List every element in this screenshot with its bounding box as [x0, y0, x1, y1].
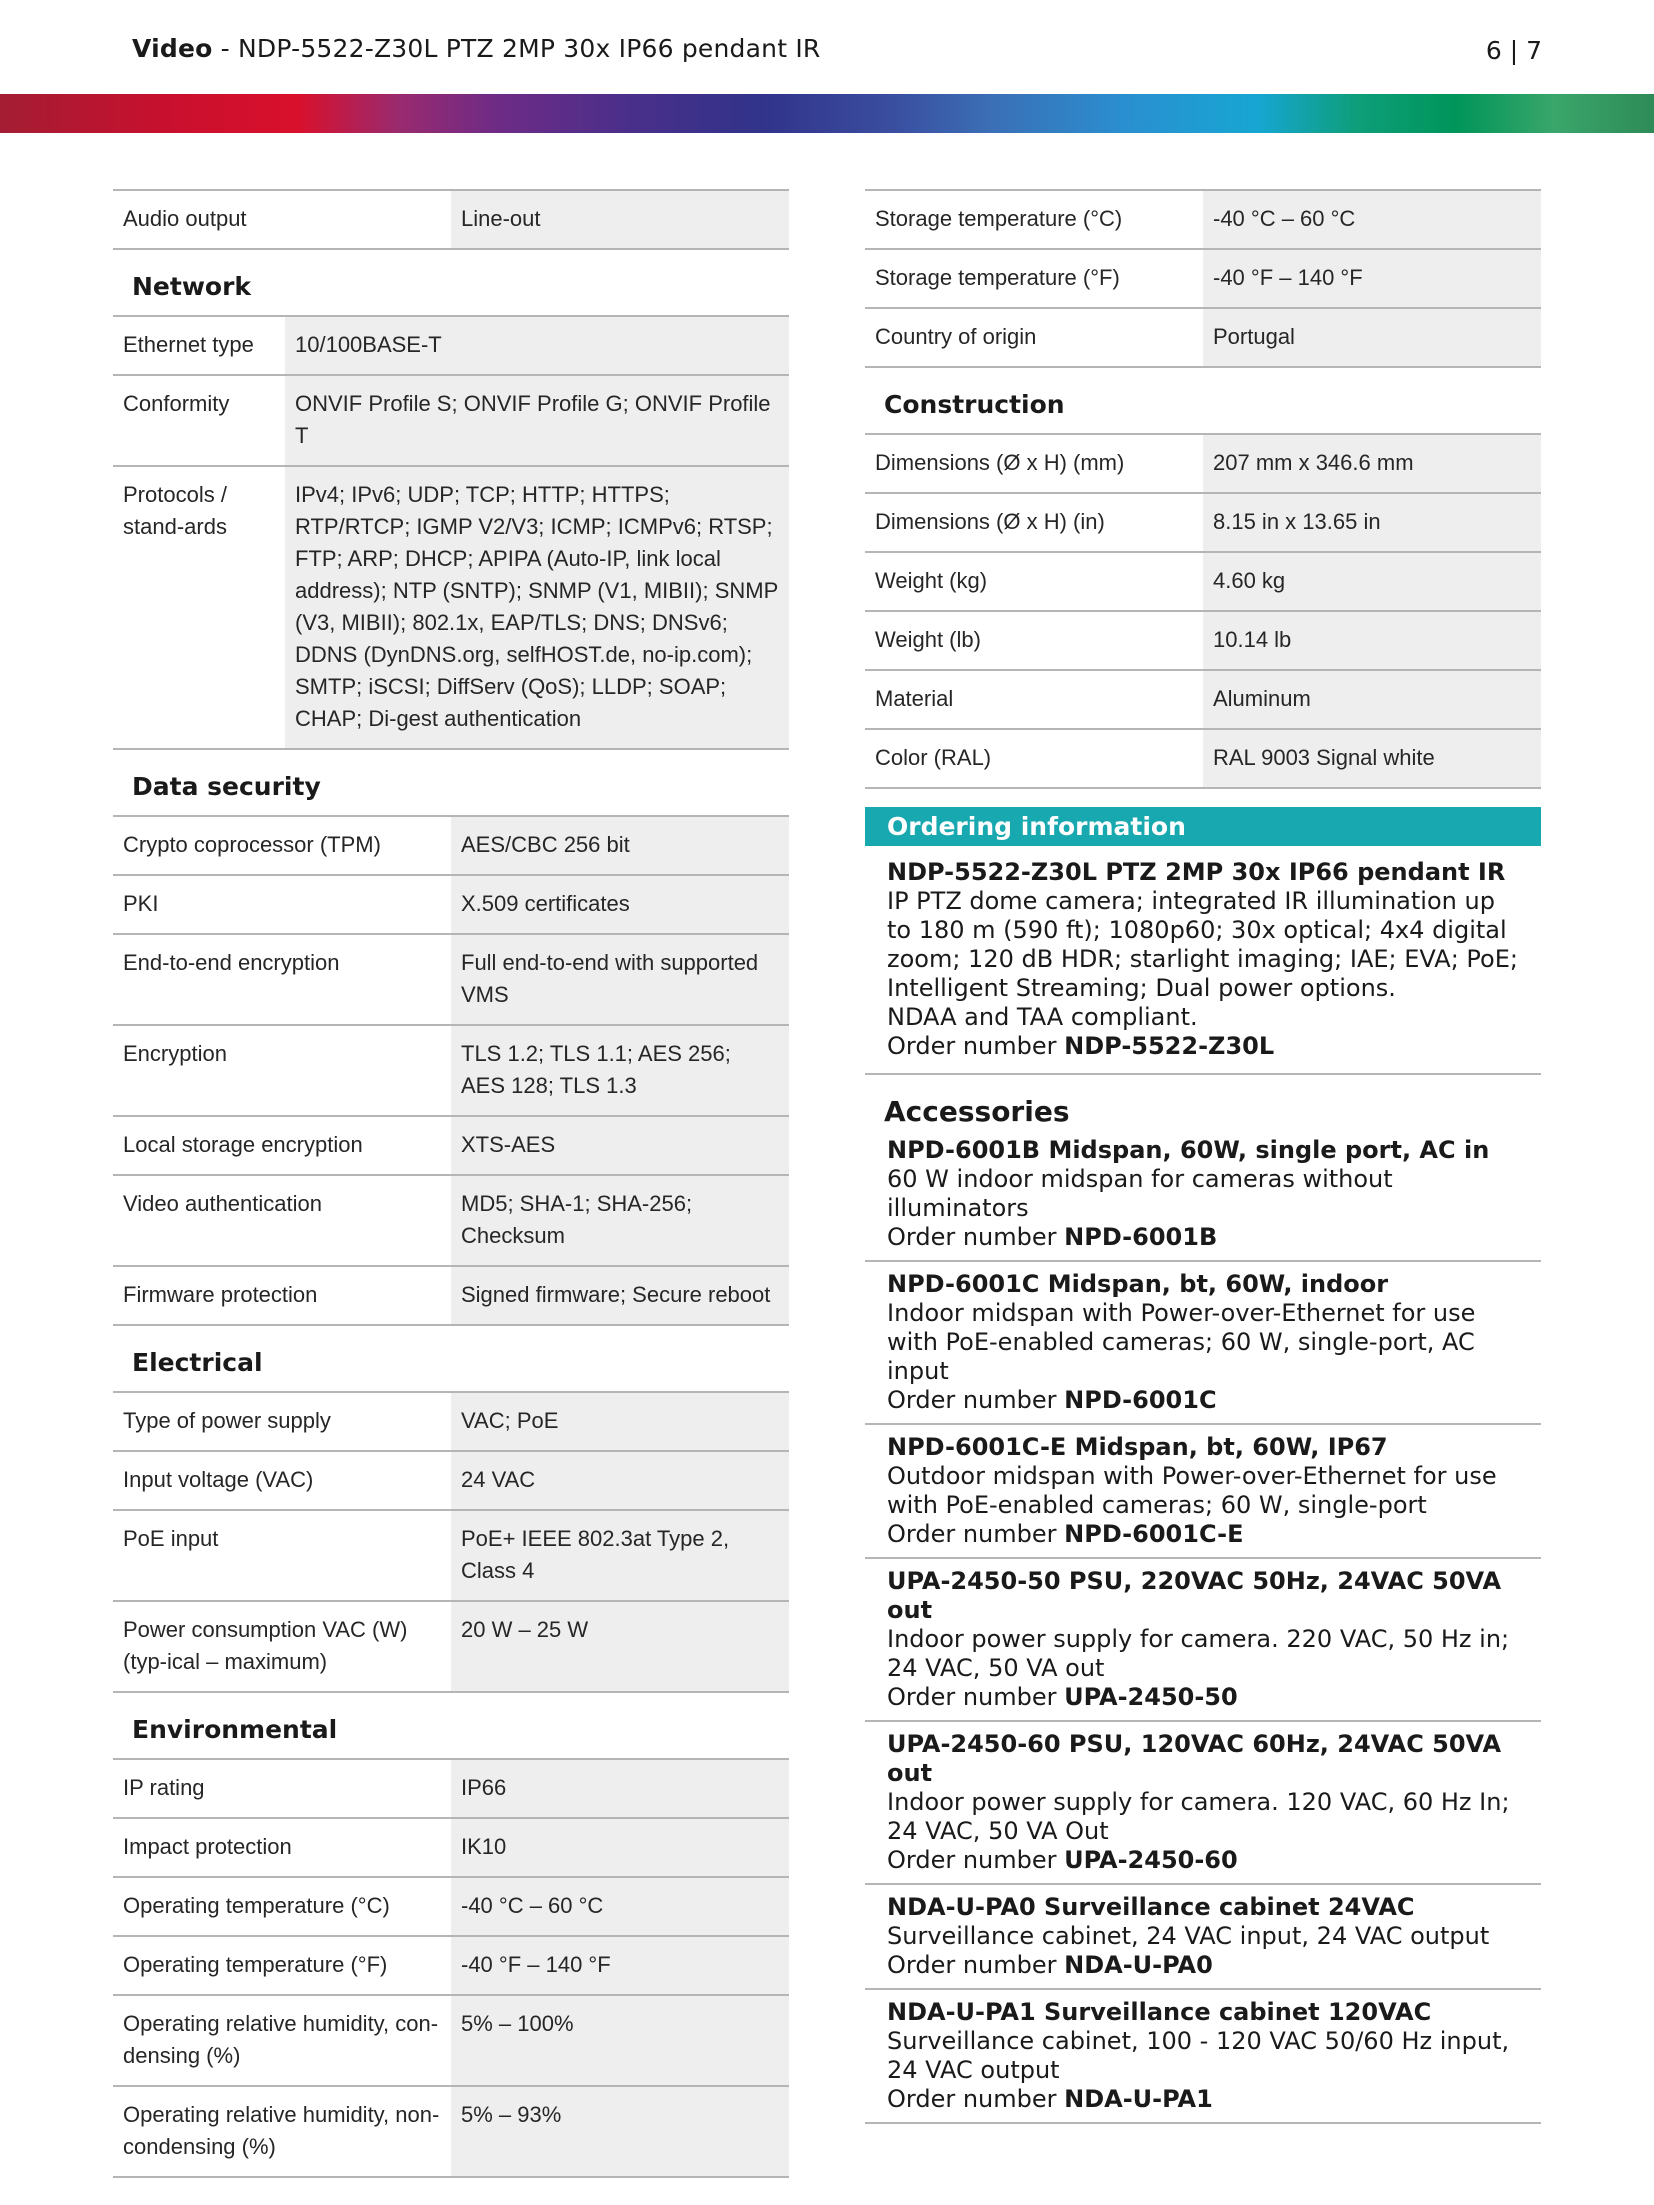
- ordering-item-title: NDP-5522-Z30L PTZ 2MP 30x IP66 pendant IR: [887, 858, 1506, 886]
- spec-label: Material: [865, 671, 1203, 728]
- spec-label: Crypto coprocessor (TPM): [113, 817, 451, 874]
- spec-row: [113, 2087, 789, 2178]
- spec-row: [113, 1602, 789, 1693]
- spec-value: 24 VAC: [451, 1452, 789, 1509]
- spec-row: [113, 1026, 789, 1117]
- spec-row: [113, 817, 789, 876]
- section-network: Network: [113, 250, 789, 317]
- spec-row: [865, 553, 1541, 612]
- order-number-label: Order number: [887, 1386, 1065, 1414]
- ordering-item-description: IP PTZ dome camera; integrated IR illumination up to 180 m (590 ft); 1080p60; 30x optical; 4x4 digital zoom; 120 dB HDR; starlight imaging; IAE; EVA; PoE; Intelligent Streaming; Dual power options.: [887, 887, 1518, 1002]
- spec-value: Full end-to-end with supported VMS: [451, 935, 789, 1024]
- order-number-value: NDA-U-PA1: [1064, 2085, 1213, 2113]
- accessory-title: NPD-6001B Midspan, 60W, single port, AC in: [887, 1136, 1490, 1164]
- order-number-value: NPD-6001C: [1064, 1386, 1217, 1414]
- accessory-description: 60 W indoor midspan for cameras without illuminators: [887, 1165, 1393, 1222]
- spec-row: [113, 935, 789, 1026]
- spec-label: Operating relative humidity, con-densing (%): [113, 1996, 451, 2085]
- spec-label: Ethernet type: [113, 317, 285, 374]
- order-number-label: Order number: [887, 1846, 1065, 1874]
- accessory-item: [865, 1128, 1541, 1262]
- spec-value: PoE+ IEEE 802.3at Type 2, Class 4: [451, 1511, 789, 1600]
- spec-row: [113, 1176, 789, 1267]
- right-column: [865, 189, 1541, 2124]
- accessory-title: NPD-6001C Midspan, bt, 60W, indoor: [887, 1270, 1389, 1298]
- spec-value: 20 W – 25 W: [451, 1602, 789, 1691]
- spec-label: Power consumption VAC (W) (typ-ical – maximum): [113, 1602, 451, 1691]
- spec-value: ONVIF Profile S; ONVIF Profile G; ONVIF Profile T: [285, 376, 789, 465]
- spec-value: IPv4; IPv6; UDP; TCP; HTTP; HTTPS; RTP/RTCP; IGMP V2/V3; ICMP; ICMPv6; RTSP; FTP; ARP; DHCP; APIPA (Auto-IP, link local address); NTP (SNTP); SNMP (V1, MIBII); SNMP (V3, MIBII); 802.1x, EAP/TLS; DNS; DNSv6; DDNS (DynDNS.org, selfHOST.de, no-ip.com); SMTP; iSCSI; DiffServ (QoS); LLDP; SOAP; CHAP; Di-gest authentication: [285, 467, 789, 748]
- spec-value: -40 °C – 60 °C: [1203, 191, 1541, 248]
- spec-label: Dimensions (Ø x H) (in): [865, 494, 1203, 551]
- order-number-label: Order number: [887, 1951, 1065, 1979]
- spec-value: Aluminum: [1203, 671, 1541, 728]
- spec-label: Dimensions (Ø x H) (mm): [865, 435, 1203, 492]
- accessory-description: Surveillance cabinet, 24 VAC input, 24 VAC output: [887, 1922, 1490, 1950]
- spec-value: MD5; SHA-1; SHA-256; Checksum: [451, 1176, 789, 1265]
- spec-value: XTS-AES: [451, 1117, 789, 1174]
- page-header: [132, 34, 821, 63]
- order-number-value: NPD-6001C-E: [1064, 1520, 1244, 1548]
- spec-row: [113, 376, 789, 467]
- accessory-order-number: [887, 1951, 1519, 1980]
- accessory-title: NDA-U-PA1 Surveillance cabinet 120VAC: [887, 1998, 1432, 2026]
- spec-value: IP66: [451, 1760, 789, 1817]
- spec-value: 8.15 in x 13.65 in: [1203, 494, 1541, 551]
- accessory-order-number: [887, 1386, 1519, 1415]
- spec-label: IP rating: [113, 1760, 451, 1817]
- section-electrical: Electrical: [113, 1326, 789, 1393]
- spec-row: [865, 435, 1541, 494]
- spec-row: [113, 1393, 789, 1452]
- spec-label: End-to-end encryption: [113, 935, 451, 1024]
- accessory-item: [865, 1722, 1541, 1885]
- order-number-value: UPA-2450-50: [1064, 1683, 1238, 1711]
- spec-value: -40 °F – 140 °F: [1203, 250, 1541, 307]
- spec-label: Storage temperature (°F): [865, 250, 1203, 307]
- spec-value: IK10: [451, 1819, 789, 1876]
- spec-label: Audio output: [113, 191, 451, 248]
- ordering-item-order-number: [887, 1032, 1519, 1061]
- spec-value: 10/100BASE-T: [285, 317, 789, 374]
- spec-row: [113, 1452, 789, 1511]
- spec-row: [865, 494, 1541, 553]
- accessory-title: UPA-2450-60 PSU, 120VAC 60Hz, 24VAC 50VA out: [887, 1730, 1502, 1787]
- spec-value: -40 °C – 60 °C: [451, 1878, 789, 1935]
- spec-row: [113, 317, 789, 376]
- spec-value: X.509 certificates: [451, 876, 789, 933]
- spec-label: Encryption: [113, 1026, 451, 1115]
- spec-row: [865, 612, 1541, 671]
- spec-label: Operating temperature (°F): [113, 1937, 451, 1994]
- spec-label: Protocols / stand-ards: [113, 467, 285, 748]
- spec-value: RAL 9003 Signal white: [1203, 730, 1541, 787]
- accessory-item: [865, 1990, 1541, 2124]
- section-construction: Construction: [865, 368, 1541, 435]
- header-section: Video: [132, 34, 213, 63]
- spec-label: Conformity: [113, 376, 285, 465]
- accessory-description: Outdoor midspan with Power-over-Ethernet for use with PoE-enabled cameras; 60 W, single-port: [887, 1462, 1497, 1519]
- accessories-heading: Accessories: [884, 1095, 1070, 1128]
- spec-value: TLS 1.2; TLS 1.1; AES 256; AES 128; TLS 1.3: [451, 1026, 789, 1115]
- spec-value: 4.60 kg: [1203, 553, 1541, 610]
- spec-row: [865, 730, 1541, 789]
- spec-label: Operating relative humidity, non-condensing (%): [113, 2087, 451, 2176]
- spec-row: [865, 671, 1541, 730]
- order-number-label: Order number: [887, 1520, 1065, 1548]
- accessory-item: [865, 1885, 1541, 1990]
- accessory-title: NDA-U-PA0 Surveillance cabinet 24VAC: [887, 1893, 1415, 1921]
- accessory-item: [865, 1425, 1541, 1559]
- spec-value: 207 mm x 346.6 mm: [1203, 435, 1541, 492]
- spec-row: [865, 250, 1541, 309]
- order-number-value: NPD-6001B: [1064, 1223, 1218, 1251]
- spec-row: [113, 1267, 789, 1326]
- spec-label: Storage temperature (°C): [865, 191, 1203, 248]
- accessory-title: UPA-2450-50 PSU, 220VAC 50Hz, 24VAC 50VA out: [887, 1567, 1502, 1624]
- spec-label: Weight (kg): [865, 553, 1203, 610]
- section-environmental: Environmental: [113, 1693, 789, 1760]
- accessory-description: Indoor power supply for camera. 220 VAC, 50 Hz in; 24 VAC, 50 VA out: [887, 1625, 1510, 1682]
- spec-value: 5% – 93%: [451, 2087, 789, 2176]
- accessory-description: Indoor midspan with Power-over-Ethernet for use with PoE-enabled cameras; 60 W, single-port, AC input: [887, 1299, 1476, 1385]
- spec-row: [113, 876, 789, 935]
- spec-value: Signed firmware; Secure reboot: [451, 1267, 789, 1324]
- spec-value: Line-out: [451, 191, 789, 248]
- spec-row: [865, 189, 1541, 250]
- spec-label: Firmware protection: [113, 1267, 451, 1324]
- spec-row: [113, 1117, 789, 1176]
- spec-label: PKI: [113, 876, 451, 933]
- left-column: [113, 189, 789, 2178]
- spec-row: [113, 1511, 789, 1602]
- spec-label: Operating temperature (°C): [113, 1878, 451, 1935]
- order-number-value: NDP-5522-Z30L: [1064, 1032, 1275, 1060]
- accessory-item: [865, 1262, 1541, 1425]
- accessory-order-number: [887, 2085, 1519, 2114]
- ordering-item: [865, 846, 1541, 1075]
- spec-label: Video authentication: [113, 1176, 451, 1265]
- ordering-item-compliance: NDAA and TAA compliant.: [887, 1003, 1198, 1031]
- accessory-order-number: [887, 1683, 1519, 1712]
- order-number-value: UPA-2450-60: [1064, 1846, 1238, 1874]
- spec-row: [113, 1819, 789, 1878]
- spec-value: 5% – 100%: [451, 1996, 789, 2085]
- order-number-value: NDA-U-PA0: [1064, 1951, 1213, 1979]
- accessory-description: Surveillance cabinet, 100 - 120 VAC 50/60 Hz input, 24 VAC output: [887, 2027, 1510, 2084]
- spec-value: 10.14 lb: [1203, 612, 1541, 669]
- ordering-information-heading: Ordering information: [865, 807, 1541, 846]
- spec-row: [865, 309, 1541, 368]
- order-number-label: Order number: [887, 1223, 1065, 1251]
- spec-value: Portugal: [1203, 309, 1541, 366]
- spec-label: Input voltage (VAC): [113, 1452, 451, 1509]
- order-number-label: Order number: [887, 2085, 1065, 2113]
- accessory-item: [865, 1559, 1541, 1722]
- spec-label: Impact protection: [113, 1819, 451, 1876]
- accessory-order-number: [887, 1223, 1519, 1252]
- spec-value: -40 °F – 140 °F: [451, 1937, 789, 1994]
- spec-row: [113, 467, 789, 750]
- spec-row: [113, 1878, 789, 1937]
- spec-label: Color (RAL): [865, 730, 1203, 787]
- color-band: [0, 94, 1654, 133]
- order-number-label: Order number: [887, 1032, 1065, 1060]
- spec-label: Local storage encryption: [113, 1117, 451, 1174]
- accessory-order-number: [887, 1846, 1519, 1875]
- spec-label: Type of power supply: [113, 1393, 451, 1450]
- accessory-title: NPD-6001C-E Midspan, bt, 60W, IP67: [887, 1433, 1388, 1461]
- accessory-order-number: [887, 1520, 1519, 1549]
- spec-row: [113, 1996, 789, 2087]
- spec-label: Country of origin: [865, 309, 1203, 366]
- order-number-label: Order number: [887, 1683, 1065, 1711]
- spec-row-audio-output: [113, 189, 789, 250]
- section-data-security: Data security: [113, 750, 789, 817]
- page-number: 6 | 7: [1485, 36, 1542, 65]
- spec-row: [113, 1937, 789, 1996]
- spec-row: [113, 1760, 789, 1819]
- spec-value: VAC; PoE: [451, 1393, 789, 1450]
- accessory-description: Indoor power supply for camera. 120 VAC, 60 Hz In; 24 VAC, 50 VA Out: [887, 1788, 1510, 1845]
- spec-label: Weight (lb): [865, 612, 1203, 669]
- spec-label: PoE input: [113, 1511, 451, 1600]
- header-title: - NDP-5522-Z30L PTZ 2MP 30x IP66 pendant IR: [212, 34, 821, 63]
- spec-value: AES/CBC 256 bit: [451, 817, 789, 874]
